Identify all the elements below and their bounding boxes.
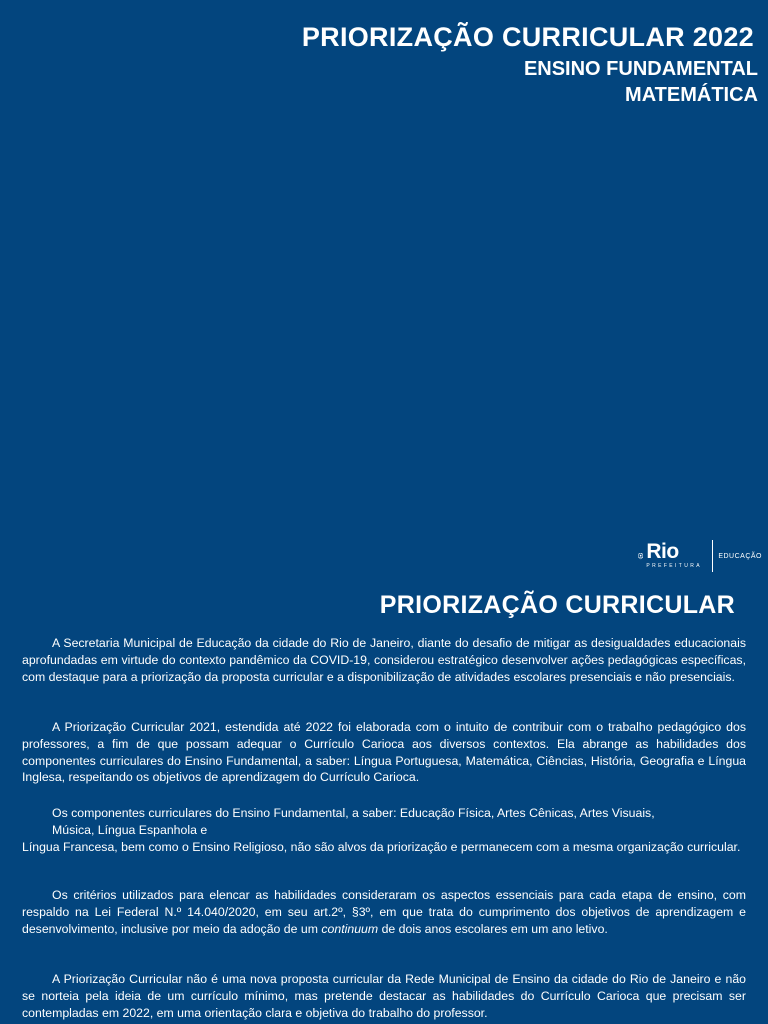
paragraph-text: A Priorização Curricular 2021, estendida até 2022 foi elaborada com o intuito de contribuir com o trabalho pedagógico dos professores, a fim de que possam adequar o Currículo Carioca aos diversos contextos. Ela abrange as habilidades dos componentes curriculares do Ensino Fundamental, a saber: Língua Portuguesa, Matemática, Ciências, História, Geografia e Língua Inglesa, respeitando os objetivos de aprendizagem do Currículo Carioca. [22, 720, 746, 785]
continuum-term: continuum [321, 921, 379, 936]
educacao-logo-text: EDUCAÇÃO [718, 552, 762, 560]
subtitle-subject: MATEMÁTICA [625, 84, 758, 106]
paragraph-line: Música, Língua Espanhola e [52, 822, 208, 837]
section-heading: PRIORIZAÇÃO CURRICULAR [379, 591, 735, 619]
paragraph-text: A Secretaria Municipal de Educação da cidade do Rio de Janeiro, diante do desafio de mitigar as desigualdades educacionais aprofundadas em virtude do contexto pandêmico da COVID-19, considerou estratégico desenvolver ações pedagógicas específicas, com destaque para a priorização da proposta curricular e a disponibilização de atividades escolares presenciais e não presenciais. [22, 636, 746, 684]
paragraph-text-part: Os critérios utilizados para elencar as habilidades consideraram os aspectos essenciais para cada etapa de ensino, com respaldo na Lei Federal N.º 14.040/2020, em seu art.2º, §3º, em que trata do cumprimento dos objetivos de aprendizagem e desenvolvimento, inclusive por meio da adoção de um [22, 888, 746, 936]
prefeitura-logo-text: PREFEITURA [646, 563, 703, 569]
paragraph-text [22, 887, 746, 937]
rio-logo-text: Rio [646, 540, 679, 563]
city-crest-icon [638, 545, 643, 567]
paragraph-text: A Priorização Curricular não é uma nova proposta curricular da Rede Municipal de Ensino da cidade do Rio de Janeiro e não se norteia pela ideia de um currículo mínimo, mas pretende destacar as habilidades do Currículo Carioca que precisam ser contempladas em 2022, em uma orientação clara e objetiva do trabalho do professor. [22, 972, 746, 1020]
paragraph-intro [22, 635, 746, 685]
prefeitura-rio-educacao-logo [638, 538, 762, 574]
paragraph-text-part: de dois anos escolares em um ano letivo. [378, 921, 608, 936]
paragraph-line: Os componentes curriculares do Ensino Fundamental, a saber: Educação Física, Artes Cênicas, Artes Visuais, [52, 806, 655, 820]
paragraph-criterios [22, 887, 746, 937]
paragraph-componentes [22, 805, 746, 855]
rio-wordmark [646, 542, 702, 570]
paragraph-line: Língua Francesa, bem como o Ensino Religioso, não são alvos da priorização e permanecem com a mesma organização curricular. [22, 839, 741, 854]
paragraph-priorizacao-2021 [22, 719, 746, 786]
subtitle-level: ENSINO FUNDAMENTAL [523, 58, 758, 80]
page-title: PRIORIZAÇÃO CURRICULAR 2022 [301, 22, 754, 52]
paragraph-nao-nova-proposta [22, 971, 746, 1021]
